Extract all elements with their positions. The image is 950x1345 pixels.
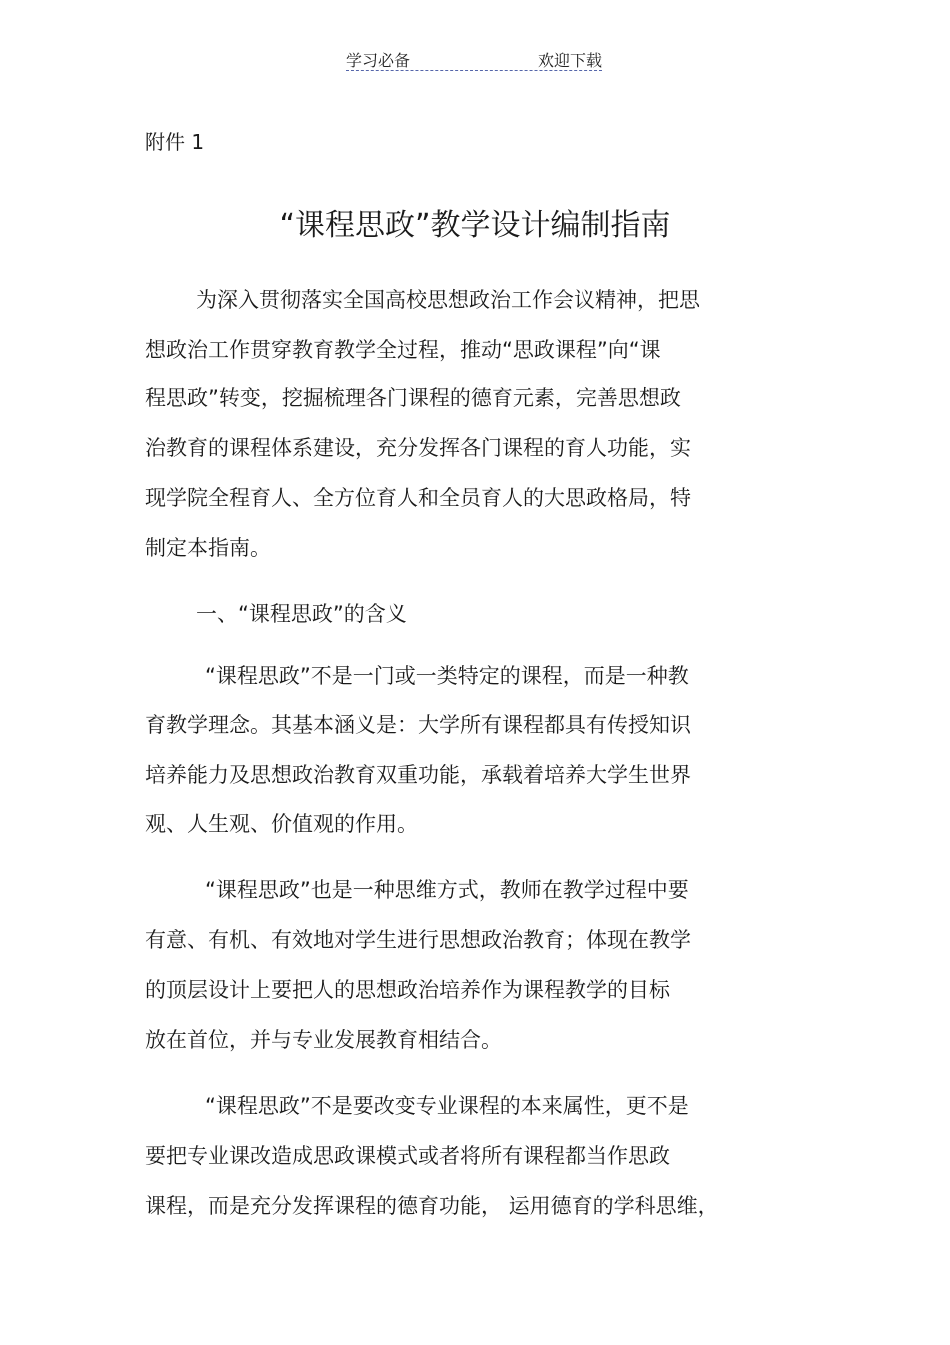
paragraph-line: 课程，而是充分发挥课程的德育功能， 运用德育的学科思维， <box>145 1194 719 1218</box>
section-heading: 一、“课程思政”的含义 <box>196 602 407 626</box>
paragraph-line: “课程思政”不是要改变专业课程的本来属性，更不是 <box>205 1094 689 1118</box>
header-left-text: 学习必备 <box>346 51 411 70</box>
document-title: “课程思政”教学设计编制指南 <box>279 208 671 243</box>
attachment-label: 附件 1 <box>145 130 205 154</box>
paragraph-line: 的顶层设计上要把人的思想政治培养作为课程教学的目标 <box>145 978 670 1002</box>
header-right-text: 欢迎下载 <box>537 51 602 70</box>
paragraph-line: 现学院全程育人、全方位育人和全员育人的大思政格局，特 <box>145 486 691 510</box>
paragraph-line: 有意、有机、有效地对学生进行思想政治教育；体现在教学 <box>145 928 691 952</box>
page-header <box>346 48 602 72</box>
paragraph-line: 治教育的课程体系建设，充分发挥各门课程的育人功能，实 <box>145 436 691 460</box>
header-divider <box>346 70 602 71</box>
paragraph-line: 观、人生观、价值观的作用。 <box>145 812 418 836</box>
paragraph-line: 放在首位，并与专业发展教育相结合。 <box>145 1028 502 1052</box>
paragraph-line: 育教学理念。其基本涵义是：大学所有课程都具有传授知识 <box>145 713 691 737</box>
paragraph-line: 要把专业课改造成思政课模式或者将所有课程都当作思政 <box>145 1144 670 1168</box>
paragraph-line: “课程思政”也是一种思维方式，教师在教学过程中要 <box>205 878 689 902</box>
paragraph-line: 程思政”转变，挖掘梳理各门课程的德育元素，完善思想政 <box>145 386 681 410</box>
paragraph-line: 为深入贯彻落实全国高校思想政治工作会议精神，把思 <box>196 288 700 312</box>
paragraph-line: 想政治工作贯穿教育教学全过程，推动“思政课程”向“课 <box>145 338 661 362</box>
paragraph-line: “课程思政”不是一门或一类特定的课程，而是一种教 <box>205 664 689 688</box>
paragraph-line: 制定本指南。 <box>145 536 271 560</box>
paragraph-line: 培养能力及思想政治教育双重功能，承载着培养大学生世界 <box>145 763 691 787</box>
